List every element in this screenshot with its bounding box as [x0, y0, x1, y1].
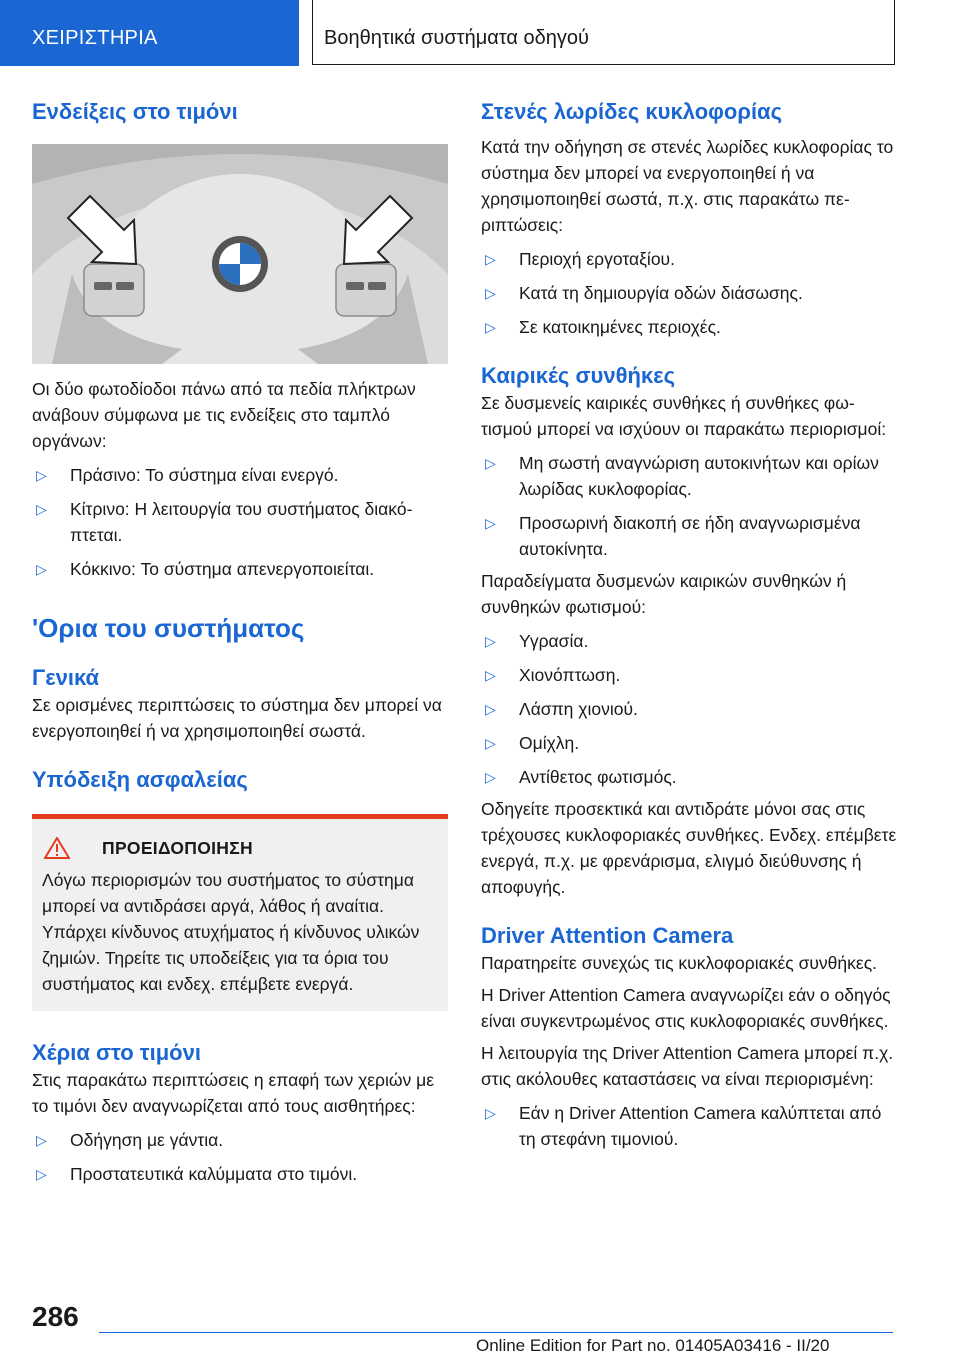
header-divider: [312, 0, 313, 65]
general-paragraph: Σε ορισμένες περιπτώσεις το σύστημα δεν μπορεί να ενεργοποιηθεί ή να χρησιμοποιηθεί σωστά.: [32, 695, 442, 741]
examples-list: [481, 628, 897, 790]
camera-list: [481, 1100, 897, 1152]
steering-wheel-figure: [32, 144, 448, 364]
list-item: ▷ Περιοχή εργοταξίου.: [481, 246, 897, 272]
right-column: [481, 98, 897, 1152]
heading-indications: Ενδείξεις στο τιμόνι: [32, 99, 238, 124]
warning-box: [32, 814, 448, 1011]
heading-narrow-lanes: Στενές λωρίδες κυκλοφορίας: [481, 99, 783, 124]
heading-weather: Καιρικές συνθήκες: [481, 363, 676, 388]
list-item: ▷ Χιονόπτωση.: [481, 662, 897, 688]
bullet-triangle-icon: ▷: [485, 735, 496, 751]
section-title: Βοηθητικά συστήματα οδηγού: [324, 27, 589, 49]
weather-paragraph: Σε δυσμενείς καιρικές συνθήκες ή συνθήκες φωτισμού μπορεί να ισχύουν οι παρακάτω περιορισμοί:: [481, 393, 887, 439]
list-item: ▷ Κόκκινο: Το σύστημα απενεργοποιείται.: [32, 556, 448, 582]
list-item: ▷ Υγρασία.: [481, 628, 897, 654]
list-item: ▷ Αντίθετος φωτισμός.: [481, 764, 897, 790]
narrow-list: [481, 246, 897, 340]
list-item: ▷ Προστατευτικά καλύμματα στο τιμόνι.: [32, 1161, 448, 1187]
led-list: [32, 462, 448, 582]
left-column: [32, 98, 448, 1187]
page-number: 286: [32, 1301, 79, 1332]
chapter-tab[interactable]: [0, 0, 299, 66]
camera-paragraph-3: Η λειτουργία της Driver Attention Camera μπορεί π.χ. στις ακόλουθες καταστάσεις να είναι περιορισμένη:: [481, 1043, 894, 1089]
bullet-triangle-icon: ▷: [485, 251, 496, 267]
bullet-triangle-icon: ▷: [485, 1105, 496, 1121]
camera-paragraph-1: Παρατηρείτε συνεχώς τις κυκλοφοριακές συνθήκες.: [481, 953, 877, 973]
chapter-tab-label: ΧΕΙΡΙΣΤΗΡΙΑ: [32, 27, 158, 49]
bullet-triangle-icon: ▷: [36, 501, 47, 517]
page-header: [0, 0, 960, 66]
leds-paragraph: Οι δύο φωτοδίοδοι πάνω από τα πεδία πλήκτρων ανάβουν σύμφωνα με τις ενδείξεις στο ταμπλό οργάνων:: [32, 379, 416, 451]
header-rule: [312, 64, 894, 65]
hands-paragraph: Στις παρακάτω περιπτώσεις η επαφή των χεριών με το τιμόνι δεν αναγνωρίζεται από τους αισθητήρες:: [32, 1070, 435, 1116]
footer-rule: [99, 1332, 893, 1333]
warning-triangle-icon: [44, 837, 70, 859]
list-item: ▷ Πράσινο: Το σύστημα είναι ενεργό.: [32, 462, 448, 488]
bullet-triangle-icon: ▷: [485, 667, 496, 683]
heading-general: Γενικά: [32, 665, 100, 690]
bullet-triangle-icon: ▷: [485, 319, 496, 335]
bullet-triangle-icon: ▷: [36, 561, 47, 577]
narrow-paragraph: Κατά την οδήγηση σε στενές λωρίδες κυκλοφορίας το σύστημα δεν μπορεί να ενεργοποιηθεί ή να χρησιμοποιηθεί σωστά, π.χ. στις παρακάτω περιπτώσεις:: [481, 137, 894, 235]
list-item: ▷ Σε κατοικημένες περιοχές.: [481, 314, 897, 340]
list-item: ▷ Λάσπη χιονιού.: [481, 696, 897, 722]
bullet-triangle-icon: ▷: [36, 1132, 47, 1148]
warning-title: ΠΡΟΕΙΔΟΠΟΙΗΣΗ: [102, 837, 253, 858]
drive-paragraph: Οδηγείτε προσεκτικά και αντιδράτε μόνοι σας στις τρέχουσες κυκλοφοριακές συνθήκες. Ενδεχ. επέμβετε ενεργά, π.χ. με φρενάρισμα, ελιγμό διεύθυνσης ή αποφυγής.: [481, 799, 897, 897]
list-item: ▷ Κατά τη δημιουργία οδών διάσωσης.: [481, 280, 897, 306]
list-item: ▷ Προσωρινή διακοπή σε ήδη αναγνωρισμένα αυτοκίνητα.: [481, 510, 897, 562]
weather-list: [481, 450, 897, 562]
steering-wheel-illustration: [32, 144, 448, 364]
footer-edition: Online Edition for Part no. 01405A03416 - II/20: [476, 1336, 830, 1355]
examples-paragraph: Παραδείγματα δυσμενών καιρικών συνθηκών ή συνθηκών φωτισμού:: [481, 571, 847, 617]
bullet-triangle-icon: ▷: [485, 633, 496, 649]
hands-list: [32, 1127, 448, 1187]
warning-header: [42, 837, 438, 859]
warning-text: Λόγω περιορισμών του συστήματος το σύστημα μπορεί να αντιδράσει αργά, λάθος ή αναίτια. Υπάρχει κίνδυνος ατυχήματος ή κίνδυνος υλικών ζημιών. Τηρείτε τις υποδείξεις για τα όρια του συστήματος και ενδεχ. επέμβετε ενεργά.: [42, 870, 420, 994]
bullet-triangle-icon: ▷: [485, 769, 496, 785]
list-item: ▷ Μη σωστή αναγνώριση αυτοκινήτων και ορίων λωρίδας κυκλοφορίας.: [481, 450, 897, 502]
heading-hands-on-wheel: Χέρια στο τιμόνι: [32, 1040, 201, 1065]
heading-safety: Υπόδειξη ασφαλείας: [32, 767, 248, 792]
camera-paragraph-2: Η Driver Attention Camera αναγνωρίζει εάν ο οδηγός είναι συγκεντρωμένος στις κυκλοφοριακές συνθήκες.: [481, 985, 891, 1031]
list-item: ▷ Ομίχλη.: [481, 730, 897, 756]
bullet-triangle-icon: ▷: [485, 515, 496, 531]
bullet-triangle-icon: ▷: [485, 701, 496, 717]
heading-driver-attention-camera: Driver Attention Camera: [481, 923, 734, 948]
bullet-triangle-icon: ▷: [485, 285, 496, 301]
header-divider-right: [894, 0, 895, 65]
bullet-triangle-icon: ▷: [36, 467, 47, 483]
heading-system-limits: 'Ορια του συστήματος: [32, 613, 305, 643]
list-item: ▷ Κίτρινο: Η λειτουργία του συστήματος διακόπτεται.: [32, 496, 448, 548]
list-item: ▷ Εάν η Driver Attention Camera καλύπτεται από τη στεφάνη τιμονιού.: [481, 1100, 897, 1152]
list-item: ▷ Οδήγηση με γάντια.: [32, 1127, 448, 1153]
bullet-triangle-icon: ▷: [485, 455, 496, 471]
bullet-triangle-icon: ▷: [36, 1166, 47, 1182]
